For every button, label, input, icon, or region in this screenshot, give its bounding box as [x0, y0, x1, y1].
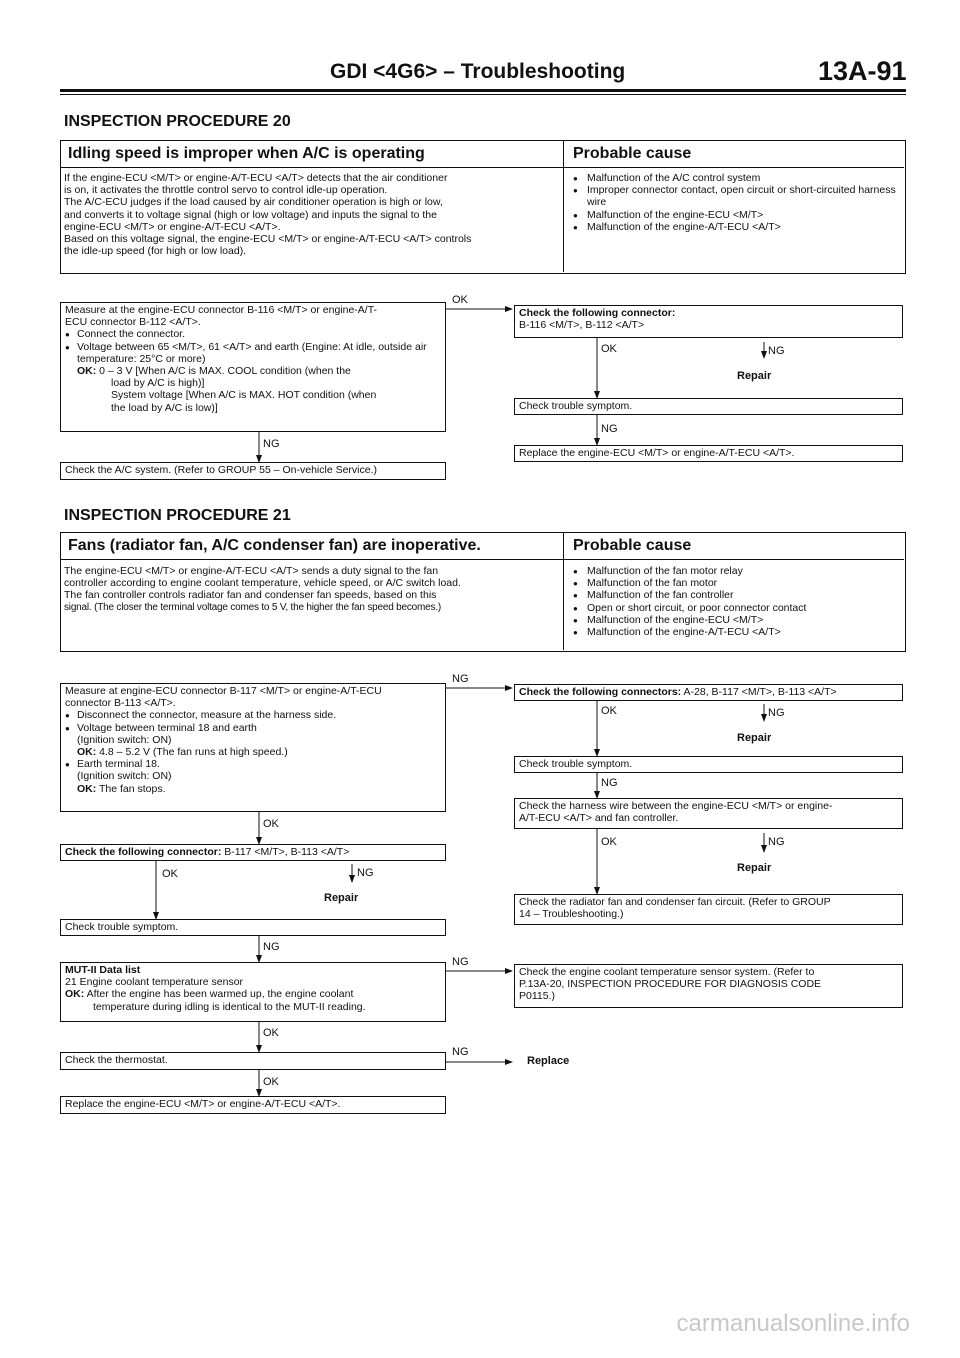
ok-label: OK:: [77, 365, 97, 378]
repair-label: Repair: [737, 862, 772, 874]
ok-line: System voltage [When A/C is MAX. HOT condition (when: [111, 389, 377, 402]
box-title: Check the following connectors:: [519, 686, 682, 698]
watermark: carmanualsonline.info: [676, 1310, 910, 1337]
desc-line: The engine-ECU <M/T> or engine-A/T-ECU <A/T> sends a duty signal to the fan: [64, 565, 439, 577]
ng-label: NG: [263, 438, 280, 450]
replace-label: Replace: [527, 1055, 570, 1067]
ok-label: OK: [601, 705, 617, 717]
desc-line: and converts it to voltage signal (high or low voltage) and inputs the signal to the: [64, 208, 437, 221]
ng-label: NG: [768, 836, 785, 848]
check-symptom-box-20: Check trouble symptom.: [514, 398, 903, 415]
box-title: MUT-II Data list: [65, 964, 141, 976]
measure-bullet: ● Voltage between terminal 18 and earth: [65, 722, 441, 734]
measure-bullet: ● Connect the connector.: [65, 328, 441, 340]
replace-ecu-box-20: Replace the engine-ECU <M/T> or engine-A/T-ECU <A/T>.: [514, 445, 903, 462]
ng-label: NG: [452, 1046, 469, 1058]
box-title: Check the following connector:: [65, 846, 222, 858]
desc-line: is on, it activates the throttle control servo to control idle-up operation.: [64, 184, 388, 197]
cause-item: ● Malfunction of the engine-A/T-ECU <A/T>: [573, 626, 899, 638]
ok-label: OK: [452, 294, 468, 306]
symptom-title: Fans (radiator fan, A/C condenser fan) are inoperative.: [68, 537, 481, 554]
box-value: A-28, B-117 <M/T>, B-113 <A/T>: [683, 686, 837, 698]
ok-label: OK: [162, 868, 178, 880]
probable-cause-list: [573, 565, 899, 638]
check-thermostat-box: Check the thermostat.: [60, 1052, 446, 1070]
ok-label: OK:: [77, 782, 97, 795]
page-header-title: GDI <4G6> – Troubleshooting: [330, 60, 626, 83]
ok-line: temperature during idling is identical to the MUT-II reading.: [93, 1000, 366, 1013]
ignition-condition: (Ignition switch: ON): [77, 733, 172, 746]
check-connector-box-21-left: [60, 844, 446, 861]
symptom-title: Idling speed is improper when A/C is operating: [68, 145, 425, 162]
procedure-20-heading: INSPECTION PROCEDURE 20: [64, 113, 291, 130]
measure-bullet: ● Earth terminal 18.: [65, 758, 441, 770]
measure-box-20: [60, 302, 446, 432]
box-title: Check the following connector:: [519, 307, 676, 319]
ok-criteria: [65, 783, 441, 795]
box-line: Check the engine coolant temperature sensor system. (Refer to: [519, 966, 815, 978]
table-header-rule: [61, 559, 904, 560]
cause-item: ● Improper connector contact, open circuit or short-circuited harness wire: [573, 184, 899, 208]
probable-cause-title: Probable cause: [573, 145, 692, 162]
repair-label: Repair: [324, 892, 359, 904]
desc-line: signal. (The closer the terminal voltage comes to 5 V, the higher the fan speed becomes.): [64, 601, 442, 613]
measure-line: ECU connector B-112 <A/T>.: [65, 316, 201, 329]
mut-data-list-box: [60, 962, 446, 1022]
mut-item: 21 Engine coolant temperature sensor: [65, 976, 244, 989]
table-divider: [563, 141, 564, 272]
ok-line: load by A/C is high)]: [111, 377, 205, 390]
ok-label: OK: [263, 818, 279, 830]
box-line: Check the harness wire between the engine-ECU <M/T> or engine-: [519, 800, 833, 812]
cause-item: ● Malfunction of the fan motor: [573, 577, 899, 589]
desc-line: Based on this voltage signal, the engine-ECU <M/T> or engine-A/T-ECU <A/T> controls: [64, 233, 472, 246]
check-radiator-fan-box: [514, 894, 903, 925]
cause-item: ● Malfunction of the A/C control system: [573, 172, 899, 184]
ng-label: NG: [768, 345, 785, 357]
cause-item: ● Malfunction of the engine-ECU <M/T>: [573, 209, 899, 221]
ignition-condition: (Ignition switch: ON): [77, 770, 172, 783]
ng-label: NG: [452, 956, 469, 968]
desc-line: the idle-up speed (for high or low load).: [64, 245, 247, 258]
ok-criteria: [65, 746, 441, 758]
ng-label: NG: [768, 707, 785, 719]
cause-item: ● Malfunction of the fan controller: [573, 589, 899, 601]
ok-line: 0 – 3 V [When A/C is MAX. COOL condition (when the: [99, 365, 351, 378]
page-number: 13A-91: [818, 56, 907, 86]
ok-label: OK:: [77, 746, 97, 759]
ok-label: OK: [263, 1076, 279, 1088]
replace-ecu-box-21: Replace the engine-ECU <M/T> or engine-A/T-ECU <A/T>.: [60, 1096, 446, 1114]
box-line: 14 – Troubleshooting.): [519, 908, 624, 921]
cause-item: ● Open or short circuit, or poor connector contact: [573, 602, 899, 614]
ok-label: OK:: [65, 988, 85, 1001]
box-line: A/T-ECU <A/T> and fan controller.: [519, 812, 679, 825]
box-line: Check the radiator fan and condenser fan circuit. (Refer to GROUP: [519, 896, 831, 908]
box-value: B-116 <M/T>, B-112 <A/T>: [519, 319, 645, 332]
ok-label: OK: [601, 836, 617, 848]
probable-cause-title: Probable cause: [573, 537, 692, 554]
box-line: P.13A-20, INSPECTION PROCEDURE FOR DIAGNOSIS CODE: [519, 978, 822, 991]
ok-label: OK: [263, 1027, 279, 1039]
procedure-21-heading: INSPECTION PROCEDURE 21: [64, 507, 291, 524]
ok-criteria: [65, 365, 441, 377]
measure-bullet: ● Disconnect the connector, measure at the harness side.: [65, 709, 441, 721]
ok-value: 4.8 – 5.2 V (The fan runs at high speed.): [99, 746, 288, 759]
cause-item: ● Malfunction of the engine-A/T-ECU <A/T>: [573, 221, 899, 233]
desc-line: The A/C-ECU judges if the load caused by air conditioner operation is high or low,: [64, 196, 443, 209]
ng-label: NG: [452, 673, 469, 685]
ng-label: NG: [357, 867, 374, 879]
ng-label: NG: [601, 777, 618, 789]
check-connector-box-20: [514, 305, 903, 338]
ok-value: The fan stops.: [98, 782, 166, 795]
table-header-rule: [61, 167, 904, 168]
measure-line: Measure at engine-ECU connector B-117 <M/T> or engine-A/T-ECU: [65, 685, 382, 697]
check-harness-box: [514, 798, 903, 829]
repair-label: Repair: [737, 732, 772, 744]
check-ac-system-box: Check the A/C system. (Refer to GROUP 55 – On-vehicle Service.): [60, 462, 446, 480]
table-divider: [563, 533, 564, 650]
check-connectors-box-21: [514, 684, 903, 701]
check-ect-sensor-box: [514, 964, 903, 1008]
ng-label: NG: [601, 423, 618, 435]
symptom-description: [64, 565, 558, 614]
cause-item: ● Malfunction of the engine-ECU <M/T>: [573, 614, 899, 626]
ng-label: NG: [263, 941, 280, 953]
desc-line: engine-ECU <M/T> or engine-A/T-ECU <A/T>.: [64, 220, 281, 233]
probable-cause-list: [573, 172, 899, 233]
repair-label: Repair: [737, 370, 772, 382]
ok-criteria: [65, 988, 441, 1000]
box-value: B-117 <M/T>, B-113 <A/T>: [224, 846, 350, 858]
desc-line: If the engine-ECU <M/T> or engine-A/T-ECU <A/T> detects that the air conditioner: [64, 172, 448, 184]
measure-box-21: [60, 683, 446, 812]
check-symptom-box-21-right: Check trouble symptom.: [514, 756, 903, 773]
ok-line: the load by A/C is low)]: [111, 401, 218, 414]
desc-line: controller according to engine coolant temperature, vehicle speed, or A/C switch load.: [64, 577, 461, 590]
cause-item: ● Malfunction of the fan motor relay: [573, 565, 899, 577]
ok-line: After the engine has been warmed up, the engine coolant: [86, 988, 354, 1001]
measure-bullet: ● Voltage between 65 <M/T>, 61 <A/T> and earth (Engine: At idle, outside air temperature: 25°C or more): [65, 341, 441, 365]
box-line: P0115.): [519, 990, 555, 1003]
ok-label: OK: [601, 343, 617, 355]
check-symptom-box-21-left: Check trouble symptom.: [60, 919, 446, 936]
symptom-description: [64, 172, 558, 257]
desc-line: The fan controller controls radiator fan and condenser fan speeds, based on this: [64, 589, 437, 602]
measure-line: connector B-113 <A/T>.: [65, 697, 176, 710]
measure-line: Measure at the engine-ECU connector B-116 <M/T> or engine-A/T-: [65, 304, 378, 316]
